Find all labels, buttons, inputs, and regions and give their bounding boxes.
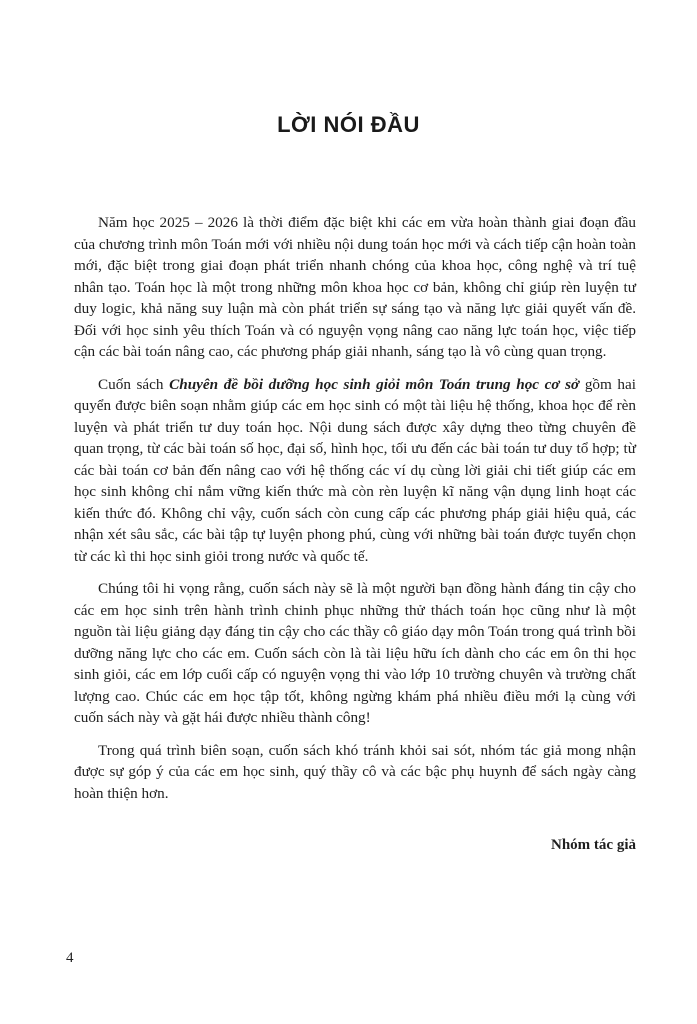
preface-body xyxy=(74,212,636,815)
author-signature: Nhóm tác giả xyxy=(551,837,636,853)
paragraph-suffix: gồm hai quyển được biên soạn nhằm giúp các em học sinh có một tài liệu hệ thống, khoa học để rèn luyện và phát triển tư duy toán học. Nội dung sách được xây dựng theo từng chuyên đề quan trọng, từ các bài toán số học, đại số, hình học, tối ưu đến các bài toán tư duy tổ hợp; từ các bài toán cơ bản đến nâng cao với hệ thống các ví dụ cùng lời giải chi tiết giúp các em học sinh không chỉ nắm vững kiến thức mà còn rèn luyện kĩ năng vận dụng linh hoạt các kiến thức đó. Không chỉ vậy, cuốn sách còn cung cấp các phương pháp giải hiệu quả, các nhận xét sâu sắc, các bài tập tự luyện phong phú, cùng với những bài toán được tuyển chọn từ các kì thi học sinh giỏi trong nước và quốc tế. xyxy=(74,375,636,565)
page-title: LỜI NÓI ĐẦU xyxy=(277,112,420,137)
paragraph-prefix: Cuốn sách xyxy=(98,375,170,393)
preface-paragraph-3: Chúng tôi hi vọng rằng, cuốn sách này sẽ là một người bạn đồng hành đáng tin cậy cho các em học sinh trên hành trình chinh phục những thử thách toán học cũng như là một nguồn tài liệu giảng dạy đáng tin cậy cho các thầy cô giáo dạy môn Toán trong quá trình bồi dưỡng năng lực cho các em. Cuốn sách còn là tài liệu hữu ích dành cho các em ôn thi học sinh giỏi, các em lớp cuối cấp có nguyện vọng thi vào lớp 10 trường chuyên và trường chất lượng cao. Chúc các em học tập tốt, không ngừng khám phá nhiều điều mới lạ cùng với cuốn sách này và gặt hái được nhiều thành công! xyxy=(74,580,636,726)
page-number: 4 xyxy=(66,950,74,966)
book-title-emphasis: Chuyên đề bồi dưỡng học sinh giỏi môn Toán trung học cơ sở xyxy=(169,375,580,393)
preface-paragraph-4: Trong quá trình biên soạn, cuốn sách khó tránh khỏi sai sót, nhóm tác giả mong nhận được sự góp ý của các em học sinh, quý thầy cô và các bậc phụ huynh để sách ngày càng hoàn thiện hơn. xyxy=(74,741,636,802)
preface-paragraph-2 xyxy=(74,374,636,568)
preface-paragraph-1: Năm học 2025 – 2026 là thời điểm đặc biệt khi các em vừa hoàn thành giai đoạn đầu của chương trình môn Toán mới với nhiều nội dung toán học mới và cách tiếp cận hoàn toàn mới, đặc biệt trong giai đoạn phát triển nhanh chóng của khoa học, công nghệ và trí tuệ nhân tạo. Toán học là một trong những môn khoa học cơ bản, không chỉ giúp rèn luyện tư duy logic, khả năng suy luận mà còn phát triển sự sáng tạo và năng lực giải quyết vấn đề. Đối với học sinh yêu thích Toán và có nguyện vọng nâng cao năng lực toán học, việc tiếp cận các bài toán nâng cao, các phương pháp giải nhanh, sáng tạo là vô cùng quan trọng. xyxy=(74,214,637,360)
